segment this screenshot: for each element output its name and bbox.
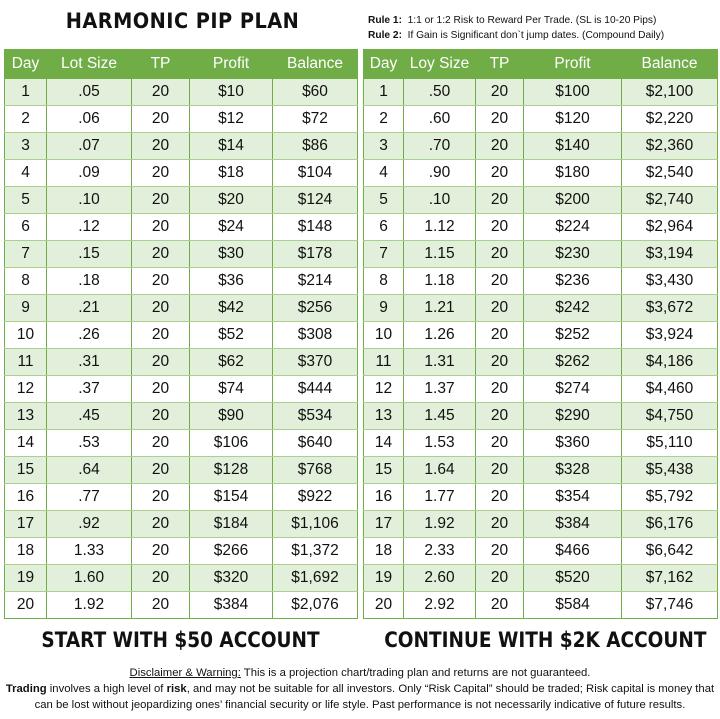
table-cell: $4,460 — [622, 376, 718, 403]
table-cell: $5,792 — [622, 484, 718, 511]
table-cell: 1.18 — [404, 268, 476, 295]
right-header-cell: Loy Size — [404, 50, 476, 79]
table-cell: 17 — [364, 511, 404, 538]
table-cell: 20 — [476, 430, 524, 457]
table-cell: 1.77 — [404, 484, 476, 511]
table-row — [5, 79, 358, 106]
table-cell: $320 — [190, 565, 273, 592]
table-cell: $4,750 — [622, 403, 718, 430]
table-cell: 20 — [476, 592, 524, 619]
left-header-cell: Lot Size — [47, 50, 132, 79]
table-cell: $7,746 — [622, 592, 718, 619]
table-cell: 1 — [364, 79, 404, 106]
page-title: HARMONIC PIP PLAN — [65, 9, 300, 33]
table-cell: $42 — [190, 295, 273, 322]
table-cell: 1.60 — [47, 565, 132, 592]
table-cell: 20 — [132, 403, 190, 430]
table-cell: 4 — [364, 160, 404, 187]
table-cell: $30 — [190, 241, 273, 268]
table-cell: 6 — [364, 214, 404, 241]
table-row — [364, 106, 718, 133]
left-plan-table — [4, 49, 358, 619]
right-header-cell: Day — [364, 50, 404, 79]
table-cell: $7,162 — [622, 565, 718, 592]
table-cell: $3,924 — [622, 322, 718, 349]
table-cell: .64 — [47, 457, 132, 484]
table-cell: $72 — [273, 106, 358, 133]
table-cell: $266 — [190, 538, 273, 565]
table-cell: $370 — [273, 349, 358, 376]
continue-account-heading: CONTINUE WITH $2K ACCOUNT — [384, 628, 707, 652]
table-cell: 20 — [476, 349, 524, 376]
table-cell: .15 — [47, 241, 132, 268]
table-cell: 8 — [5, 268, 47, 295]
disclaimer-label: Disclaimer & Warning: — [129, 667, 241, 679]
right-header-cell: Balance — [622, 50, 718, 79]
table-cell: $2,540 — [622, 160, 718, 187]
table-cell: $2,964 — [622, 214, 718, 241]
table-cell: 3 — [364, 133, 404, 160]
table-cell: $768 — [273, 457, 358, 484]
table-cell: 20 — [476, 565, 524, 592]
left-header-cell: Profit — [190, 50, 273, 79]
table-cell: $14 — [190, 133, 273, 160]
table-cell: $148 — [273, 214, 358, 241]
table-cell: 15 — [364, 457, 404, 484]
table-row — [5, 187, 358, 214]
rule-2-label: Rule 2: — [368, 30, 402, 41]
table-cell: $1,692 — [273, 565, 358, 592]
table-cell: 20 — [476, 106, 524, 133]
table-cell: $60 — [273, 79, 358, 106]
table-cell: $534 — [273, 403, 358, 430]
table-cell: 20 — [132, 457, 190, 484]
table-cell: $178 — [273, 241, 358, 268]
table-cell: .26 — [47, 322, 132, 349]
table-cell: $224 — [524, 214, 622, 241]
table-cell: 12 — [5, 376, 47, 403]
table-cell: $262 — [524, 349, 622, 376]
table-cell: 20 — [132, 106, 190, 133]
rule-1-text: 1:1 or 1:2 Risk to Reward Per Trade. (SL is 10-20 Pips) — [407, 15, 657, 26]
table-cell: 8 — [364, 268, 404, 295]
table-cell: .06 — [47, 106, 132, 133]
right-plan-table — [363, 49, 718, 619]
table-cell: 20 — [132, 592, 190, 619]
table-cell: 20 — [476, 268, 524, 295]
table-cell: 20 — [132, 430, 190, 457]
table-cell: $290 — [524, 403, 622, 430]
table-cell: .10 — [404, 187, 476, 214]
table-cell: $1,372 — [273, 538, 358, 565]
rule-2 — [368, 28, 718, 43]
table-row — [5, 430, 358, 457]
table-cell: 20 — [132, 484, 190, 511]
table-cell: 7 — [5, 241, 47, 268]
table-row — [5, 457, 358, 484]
table-cell: 20 — [132, 214, 190, 241]
table-cell: $3,194 — [622, 241, 718, 268]
table-cell: 9 — [5, 295, 47, 322]
disclaimer-trading-word: Trading — [5, 683, 47, 695]
table-cell: 2 — [364, 106, 404, 133]
table-cell: 20 — [476, 376, 524, 403]
table-cell: 1.53 — [404, 430, 476, 457]
table-cell: $62 — [190, 349, 273, 376]
table-cell: $230 — [524, 241, 622, 268]
table-cell: 20 — [476, 295, 524, 322]
table-row — [364, 187, 718, 214]
table-cell: $384 — [190, 592, 273, 619]
table-cell: $10 — [190, 79, 273, 106]
table-cell: $2,076 — [273, 592, 358, 619]
table-row — [5, 349, 358, 376]
table-cell: 20 — [132, 241, 190, 268]
table-cell: 20 — [132, 322, 190, 349]
table-cell: .70 — [404, 133, 476, 160]
table-cell: 20 — [476, 241, 524, 268]
table-row — [364, 322, 718, 349]
table-cell: 14 — [5, 430, 47, 457]
table-row — [364, 349, 718, 376]
table-row — [364, 160, 718, 187]
start-account-heading: START WITH $50 ACCOUNT — [41, 628, 320, 652]
right-table-body — [364, 79, 718, 619]
table-cell: .10 — [47, 187, 132, 214]
table-cell: $444 — [273, 376, 358, 403]
table-cell: $236 — [524, 268, 622, 295]
table-cell: 20 — [476, 538, 524, 565]
table-cell: 20 — [132, 133, 190, 160]
table-cell: $384 — [524, 511, 622, 538]
table-cell: 4 — [5, 160, 47, 187]
table-cell: 20 — [476, 79, 524, 106]
table-cell: $1,106 — [273, 511, 358, 538]
table-row — [364, 214, 718, 241]
table-row — [364, 79, 718, 106]
table-row — [364, 430, 718, 457]
table-cell: 1.26 — [404, 322, 476, 349]
table-row — [5, 376, 358, 403]
table-row — [5, 106, 358, 133]
table-cell: 1.45 — [404, 403, 476, 430]
table-cell: 15 — [5, 457, 47, 484]
table-row — [364, 133, 718, 160]
table-cell: $922 — [273, 484, 358, 511]
table-row — [5, 592, 358, 619]
table-row — [364, 484, 718, 511]
table-cell: $120 — [524, 106, 622, 133]
table-row — [364, 376, 718, 403]
table-cell: $104 — [273, 160, 358, 187]
table-cell: .09 — [47, 160, 132, 187]
disclaimer-line-1: This is a projection chart/trading plan and returns are not guaranteed. — [240, 667, 591, 679]
table-cell: 14 — [364, 430, 404, 457]
table-cell: .37 — [47, 376, 132, 403]
table-cell: 20 — [476, 133, 524, 160]
table-cell: 5 — [364, 187, 404, 214]
table-cell: 1.15 — [404, 241, 476, 268]
table-row — [5, 160, 358, 187]
table-row — [5, 295, 358, 322]
table-cell: $466 — [524, 538, 622, 565]
rule-1-label: Rule 1: — [368, 15, 402, 26]
table-cell: $90 — [190, 403, 273, 430]
table-cell: $180 — [524, 160, 622, 187]
table-cell: .50 — [404, 79, 476, 106]
left-header-cell: TP — [132, 50, 190, 79]
table-cell: 20 — [132, 295, 190, 322]
table-cell: 20 — [5, 592, 47, 619]
rule-2-text: If Gain is Significant don`t jump dates. (Compound Daily) — [407, 30, 665, 41]
table-cell: 20 — [132, 268, 190, 295]
table-cell: 16 — [364, 484, 404, 511]
table-cell: 2.33 — [404, 538, 476, 565]
rules-block — [368, 13, 718, 43]
table-cell: 20 — [476, 457, 524, 484]
table-cell: $154 — [190, 484, 273, 511]
table-row — [5, 214, 358, 241]
table-cell: 10 — [364, 322, 404, 349]
table-cell: 1.12 — [404, 214, 476, 241]
table-cell: $124 — [273, 187, 358, 214]
table-row — [364, 295, 718, 322]
table-cell: 1.92 — [47, 592, 132, 619]
table-cell: $4,186 — [622, 349, 718, 376]
table-row — [5, 241, 358, 268]
table-cell: $2,220 — [622, 106, 718, 133]
table-cell: $140 — [524, 133, 622, 160]
table-row — [5, 484, 358, 511]
table-cell: 20 — [364, 592, 404, 619]
table-cell: $184 — [190, 511, 273, 538]
table-cell: $214 — [273, 268, 358, 295]
table-cell: 9 — [364, 295, 404, 322]
table-cell: $100 — [524, 79, 622, 106]
table-cell: $2,100 — [622, 79, 718, 106]
table-cell: $86 — [273, 133, 358, 160]
table-cell: $6,176 — [622, 511, 718, 538]
table-cell: $52 — [190, 322, 273, 349]
table-cell: $640 — [273, 430, 358, 457]
table-cell: $274 — [524, 376, 622, 403]
table-cell: $74 — [190, 376, 273, 403]
table-cell: 19 — [364, 565, 404, 592]
table-cell: 13 — [5, 403, 47, 430]
table-row — [5, 133, 358, 160]
table-cell: $242 — [524, 295, 622, 322]
disclaimer-line-2b: , and may not be suitable for all investors. Only “Risk Capital” should be traded; Risk capital is money that can be lost without jeopardizing ones’ financial security or life style. Past performance is not necessarily indicative of future results. — [34, 683, 715, 711]
table-row — [364, 592, 718, 619]
table-cell: 2.92 — [404, 592, 476, 619]
table-row — [364, 565, 718, 592]
table-cell: 18 — [364, 538, 404, 565]
table-cell: $308 — [273, 322, 358, 349]
table-row — [5, 268, 358, 295]
table-cell: 20 — [476, 322, 524, 349]
table-cell: 17 — [5, 511, 47, 538]
table-cell: 20 — [476, 511, 524, 538]
table-cell: 7 — [364, 241, 404, 268]
table-cell: $2,740 — [622, 187, 718, 214]
table-cell: 20 — [476, 214, 524, 241]
table-cell: 13 — [364, 403, 404, 430]
table-row — [364, 403, 718, 430]
table-cell: $106 — [190, 430, 273, 457]
disclaimer — [4, 665, 716, 713]
table-cell: 1.33 — [47, 538, 132, 565]
table-cell: $360 — [524, 430, 622, 457]
table-cell: 1.31 — [404, 349, 476, 376]
table-row — [364, 241, 718, 268]
table-cell: $256 — [273, 295, 358, 322]
table-cell: 10 — [5, 322, 47, 349]
table-cell: .90 — [404, 160, 476, 187]
left-header-cell: Balance — [273, 50, 358, 79]
table-cell: .60 — [404, 106, 476, 133]
table-cell: $328 — [524, 457, 622, 484]
table-cell: $5,438 — [622, 457, 718, 484]
table-cell: .07 — [47, 133, 132, 160]
table-cell: .53 — [47, 430, 132, 457]
table-cell: $12 — [190, 106, 273, 133]
table-cell: $3,672 — [622, 295, 718, 322]
table-cell: 11 — [5, 349, 47, 376]
table-cell: .31 — [47, 349, 132, 376]
table-cell: 20 — [132, 538, 190, 565]
table-cell: 5 — [5, 187, 47, 214]
table-row — [5, 565, 358, 592]
table-cell: $6,642 — [622, 538, 718, 565]
table-row — [5, 403, 358, 430]
table-cell: 20 — [476, 160, 524, 187]
table-cell: 20 — [132, 187, 190, 214]
disclaimer-risk-word: risk — [166, 683, 187, 695]
right-table-header-row — [364, 50, 718, 79]
table-cell: .21 — [47, 295, 132, 322]
table-cell: 12 — [364, 376, 404, 403]
table-cell: .12 — [47, 214, 132, 241]
table-cell: 1.37 — [404, 376, 476, 403]
table-cell: $2,360 — [622, 133, 718, 160]
table-row — [364, 457, 718, 484]
table-cell: $36 — [190, 268, 273, 295]
left-table-body — [5, 79, 358, 619]
table-cell: 19 — [5, 565, 47, 592]
left-table-header-row — [5, 50, 358, 79]
table-cell: 11 — [364, 349, 404, 376]
table-cell: 20 — [132, 349, 190, 376]
table-cell: 20 — [132, 160, 190, 187]
table-row — [5, 322, 358, 349]
table-cell: 20 — [132, 511, 190, 538]
table-cell: 18 — [5, 538, 47, 565]
table-cell: 2.60 — [404, 565, 476, 592]
table-row — [5, 511, 358, 538]
table-cell: $128 — [190, 457, 273, 484]
table-cell: $24 — [190, 214, 273, 241]
table-cell: $584 — [524, 592, 622, 619]
table-cell: .92 — [47, 511, 132, 538]
right-header-cell: Profit — [524, 50, 622, 79]
table-cell: $3,430 — [622, 268, 718, 295]
table-cell: 16 — [5, 484, 47, 511]
table-cell: $18 — [190, 160, 273, 187]
table-cell: 1.21 — [404, 295, 476, 322]
table-cell: 6 — [5, 214, 47, 241]
table-cell: 1.64 — [404, 457, 476, 484]
table-cell: $5,110 — [622, 430, 718, 457]
rule-1 — [368, 13, 718, 28]
table-cell: .05 — [47, 79, 132, 106]
table-cell: 3 — [5, 133, 47, 160]
table-cell: 1 — [5, 79, 47, 106]
table-row — [364, 538, 718, 565]
table-cell: 2 — [5, 106, 47, 133]
table-cell: $200 — [524, 187, 622, 214]
table-cell: .45 — [47, 403, 132, 430]
table-row — [5, 538, 358, 565]
table-cell: .18 — [47, 268, 132, 295]
table-cell: 20 — [132, 376, 190, 403]
left-header-cell: Day — [5, 50, 47, 79]
table-cell: $354 — [524, 484, 622, 511]
table-cell: 20 — [476, 484, 524, 511]
table-cell: 20 — [132, 565, 190, 592]
table-row — [364, 268, 718, 295]
table-cell: $520 — [524, 565, 622, 592]
table-cell: $20 — [190, 187, 273, 214]
disclaimer-line-2a: involves a high level of — [46, 683, 167, 695]
table-cell: 20 — [132, 79, 190, 106]
table-row — [364, 511, 718, 538]
table-cell: 20 — [476, 187, 524, 214]
table-cell: 20 — [476, 403, 524, 430]
table-cell: $252 — [524, 322, 622, 349]
table-cell: .77 — [47, 484, 132, 511]
table-cell: 1.92 — [404, 511, 476, 538]
right-header-cell: TP — [476, 50, 524, 79]
